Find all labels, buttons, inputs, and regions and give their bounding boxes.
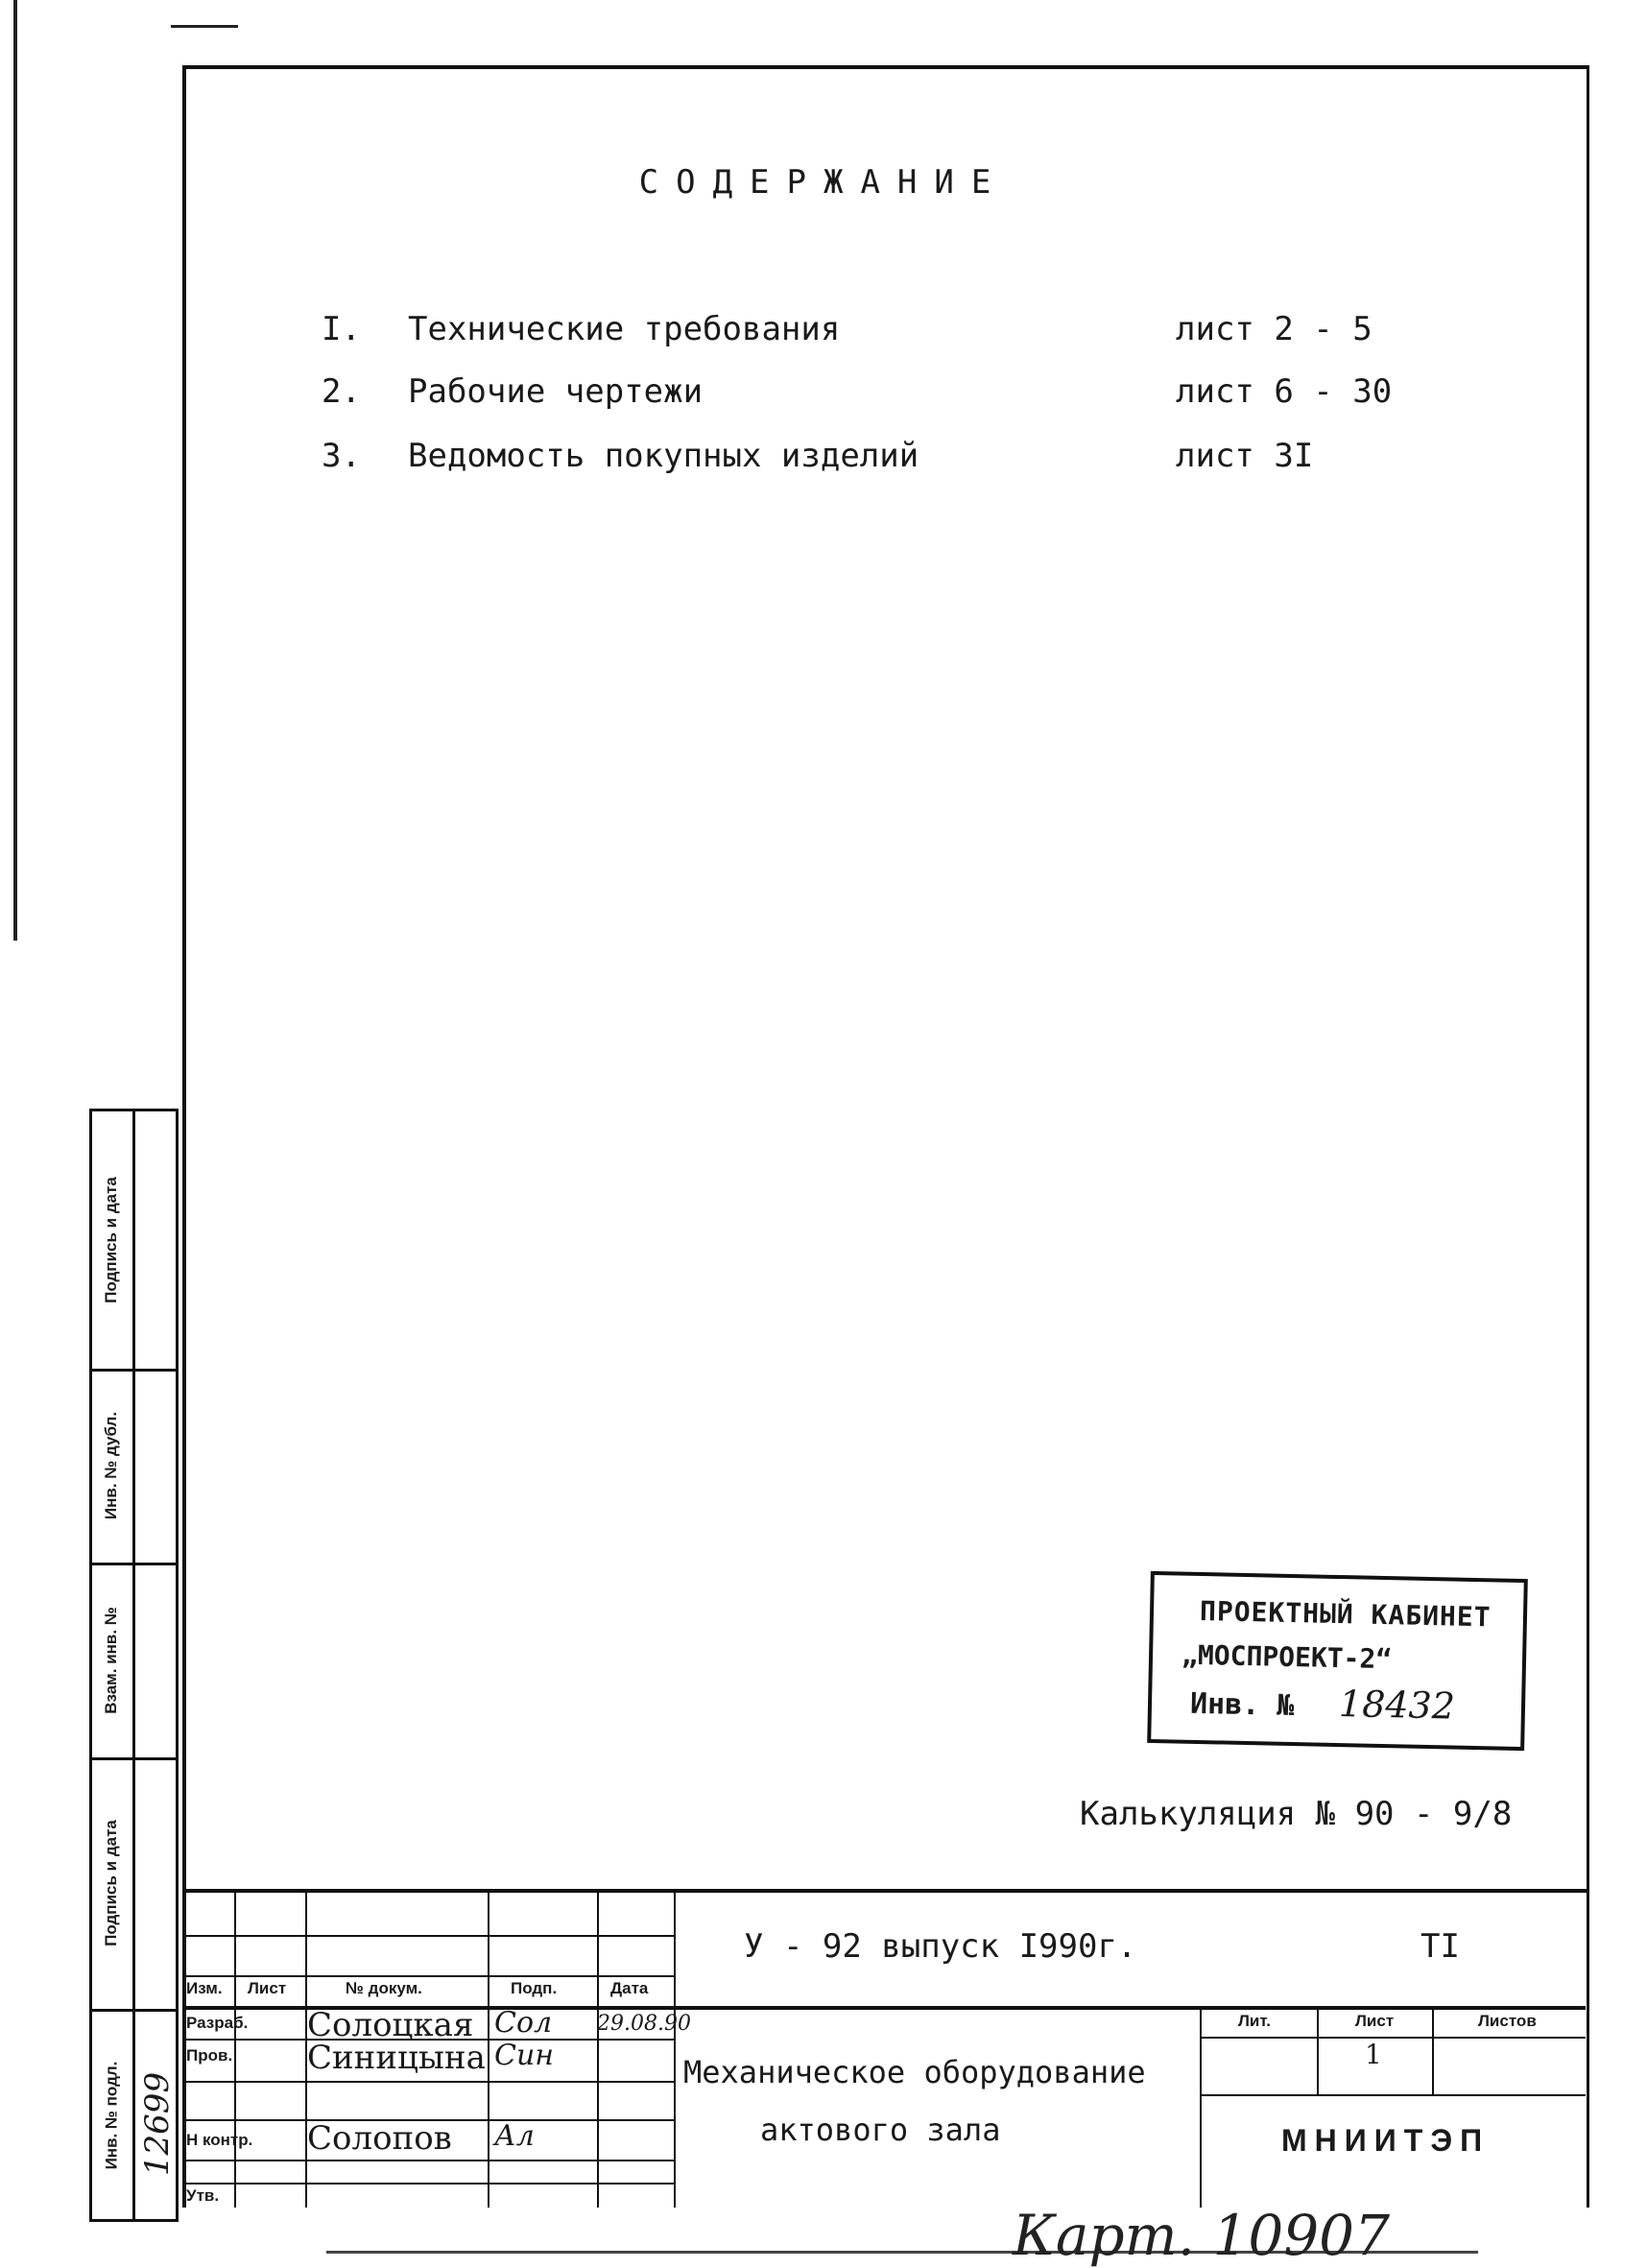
contents-sheet: лист 6 - 30 bbox=[1176, 372, 1393, 411]
contents-text: Рабочие чертежи bbox=[408, 372, 704, 411]
strip-label: Инв. № подл. bbox=[102, 2061, 120, 2170]
object-title-line1: Механическое оборудование bbox=[683, 2054, 1146, 2090]
developer-date: 29.08.90 bbox=[597, 2012, 691, 2036]
stamp-inventory-label: Инв. № bbox=[1189, 1686, 1295, 1724]
role-checker: Пров. bbox=[186, 2046, 233, 2065]
role-norm-control: Н контр. bbox=[186, 2131, 253, 2149]
norm-control-signature: Ал bbox=[494, 2119, 535, 2153]
strip-label: Взам. инв. № bbox=[102, 1606, 121, 1714]
calculation-number: Калькуляция № 90 - 9/8 bbox=[1080, 1795, 1513, 1833]
organization-name: МНИИТЭП bbox=[1281, 2123, 1491, 2158]
developer-name: Солоцкая bbox=[307, 2006, 474, 2044]
stamp-inventory-number: 18432 bbox=[1338, 1683, 1456, 1728]
strip-label: Инв. № дубл. bbox=[102, 1411, 120, 1520]
sheets-label: Листов bbox=[1478, 2012, 1537, 2030]
contents-number: 2. bbox=[322, 372, 361, 411]
checker-signature: Син bbox=[494, 2039, 555, 2072]
stamp-organization: „МОСПРОЕКТ-2“ bbox=[1181, 1638, 1393, 1676]
contents-sheet: лист 2 - 5 bbox=[1176, 310, 1372, 348]
contents-number: I. bbox=[322, 310, 361, 348]
norm-control-name: Солопов bbox=[307, 2119, 452, 2158]
header-doc-number: № докум. bbox=[346, 1979, 422, 1997]
header-izm: Изм. bbox=[186, 1979, 223, 1997]
strip-label: Подпись и дата bbox=[102, 1177, 120, 1303]
handwritten-inventory-number: 12699 bbox=[138, 2071, 178, 2177]
side-approval-strip bbox=[89, 1109, 179, 2222]
object-title-line2: актового зала bbox=[760, 2112, 1001, 2148]
handwritten-archive-note: Карт. 10907 bbox=[1013, 2203, 1390, 2268]
header-signature: Подп. bbox=[511, 1979, 558, 1997]
contents-text: Ведомость покупных изделий bbox=[408, 437, 919, 475]
top-stray-line bbox=[171, 25, 238, 28]
contents-row bbox=[322, 372, 1425, 430]
sheet-label: Лист bbox=[1355, 2012, 1395, 2030]
sheet-code: ТI bbox=[1420, 1927, 1460, 1966]
sheet-value: 1 bbox=[1365, 2039, 1382, 2070]
binding-edge-line bbox=[13, 0, 17, 941]
lit-label: Лит. bbox=[1238, 2012, 1271, 2030]
contents-row bbox=[322, 437, 1425, 494]
developer-signature: Сол bbox=[494, 2006, 553, 2040]
archive-stamp bbox=[1147, 1571, 1528, 1751]
header-date: Дата bbox=[610, 1979, 649, 1997]
contents-number: 3. bbox=[322, 437, 361, 475]
page-title: СОДЕРЖАНИЕ bbox=[638, 163, 1009, 202]
contents-text: Технические требования bbox=[408, 310, 841, 348]
title-block bbox=[182, 1889, 1589, 2208]
contents-sheet: лист 3I bbox=[1176, 437, 1314, 475]
role-approver: Утв. bbox=[186, 2186, 220, 2205]
strip-label: Подпись и дата bbox=[102, 1820, 120, 1946]
contents-row bbox=[322, 310, 1425, 368]
role-developer: Разраб. bbox=[186, 2014, 249, 2032]
header-list: Лист bbox=[248, 1979, 287, 1997]
checker-name: Синицына bbox=[307, 2039, 486, 2077]
document-code: У - 92 выпуск I990г. bbox=[744, 1927, 1137, 1966]
stamp-office-name: ПРОЕКТНЫЙ КАБИНЕТ bbox=[1199, 1594, 1492, 1634]
